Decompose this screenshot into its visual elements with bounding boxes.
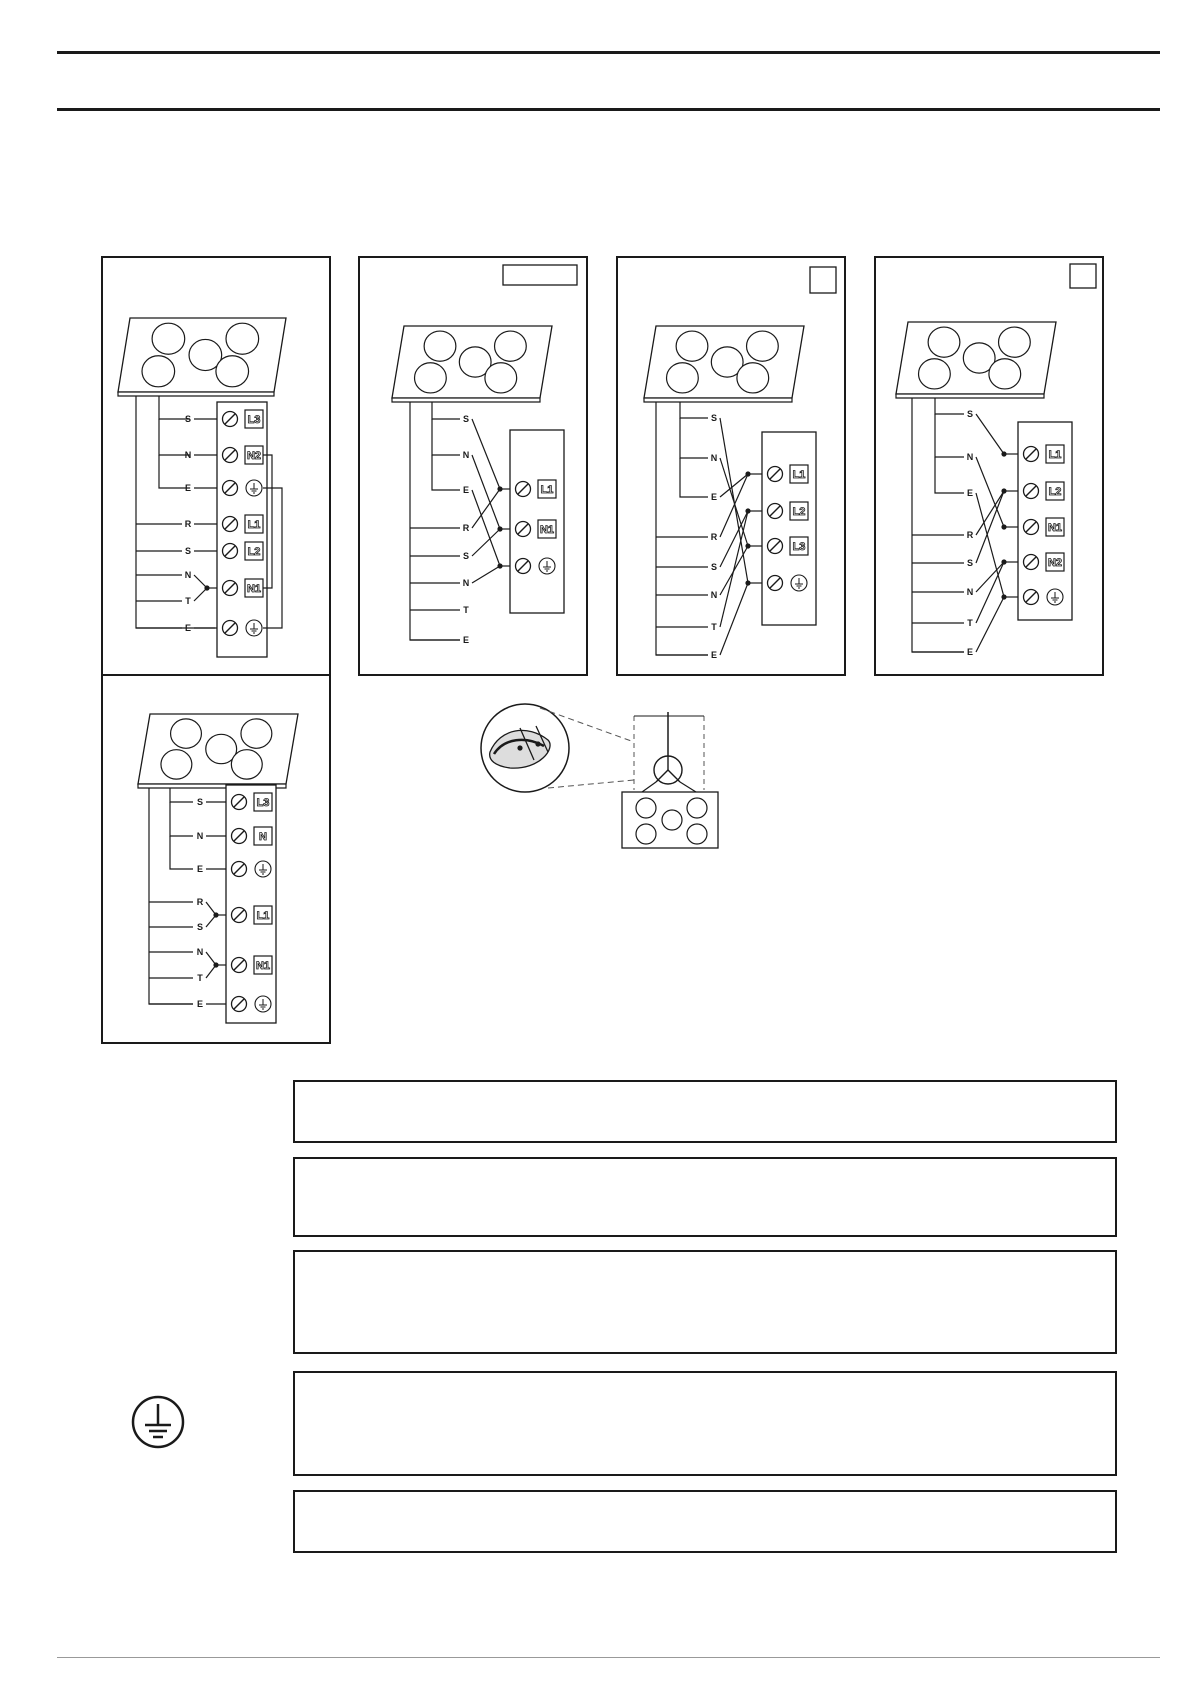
terminal-label-l1 bbox=[254, 906, 272, 924]
panel-5-drawing bbox=[138, 714, 298, 1023]
terminal-label-text: L3 bbox=[247, 414, 261, 426]
terminal-screw bbox=[223, 544, 238, 559]
conductor-label-s: S bbox=[184, 414, 192, 424]
terminal-label-text: N bbox=[259, 831, 267, 843]
wire bbox=[170, 836, 193, 869]
terminal-label-text: L2 bbox=[792, 506, 806, 518]
conductor-label-n: N bbox=[462, 578, 470, 588]
conductor-label-e: E bbox=[196, 999, 204, 1009]
cooking-zone bbox=[687, 824, 707, 844]
wire bbox=[912, 398, 964, 652]
conductor-label-n: N bbox=[196, 831, 204, 841]
conductor-label-e: E bbox=[966, 488, 974, 498]
cooking-zone bbox=[989, 359, 1021, 389]
terminal-block bbox=[1018, 422, 1072, 620]
hob-edge bbox=[392, 398, 540, 402]
terminal-label-text: N1 bbox=[246, 583, 262, 595]
terminal-label-text: N2 bbox=[246, 450, 262, 462]
terminal-screw bbox=[232, 997, 247, 1012]
conductor-label-n: N bbox=[966, 452, 974, 462]
terminal-label-text: L1 bbox=[540, 484, 554, 496]
cooking-zone bbox=[662, 810, 682, 830]
conductor-label-s: S bbox=[966, 409, 974, 419]
conductor-label-s: S bbox=[462, 551, 470, 561]
wire bbox=[410, 402, 460, 640]
wire bbox=[720, 458, 748, 546]
terminal-block bbox=[217, 402, 267, 657]
cooking-zone bbox=[231, 750, 262, 779]
cooking-zone bbox=[415, 363, 447, 393]
terminal-label-l3 bbox=[245, 410, 263, 428]
terminal-label-text: L1 bbox=[792, 469, 806, 481]
cooking-zone bbox=[142, 356, 175, 387]
wire bbox=[720, 474, 748, 497]
terminal-label-text: N1 bbox=[539, 524, 555, 536]
cooking-zone bbox=[216, 356, 249, 387]
conductor-label-s: S bbox=[196, 797, 204, 807]
wire bbox=[170, 802, 193, 836]
terminal-block-body bbox=[762, 432, 816, 625]
terminal-label-text: N1 bbox=[1047, 522, 1063, 534]
earth-terminal-icon bbox=[246, 620, 262, 636]
terminal-label-text: L3 bbox=[792, 541, 806, 553]
terminal-label-text: L1 bbox=[256, 910, 270, 922]
cooking-zone bbox=[676, 331, 708, 361]
cooking-zone bbox=[424, 331, 456, 361]
hob-edge bbox=[896, 394, 1044, 398]
panel-1-drawing bbox=[118, 318, 286, 657]
conductor-label-e: E bbox=[184, 483, 192, 493]
cooking-zone bbox=[928, 327, 960, 357]
conductor-label-n: N bbox=[710, 453, 718, 463]
hob-drawing bbox=[118, 318, 286, 396]
terminal-label-l2 bbox=[1046, 482, 1064, 500]
conductor-label-n: N bbox=[710, 590, 718, 600]
conductor-label-e: E bbox=[710, 650, 718, 660]
cooking-zone bbox=[241, 719, 272, 748]
conductor-label-n: N bbox=[184, 570, 192, 580]
terminal-screw bbox=[232, 958, 247, 973]
terminal-screw bbox=[1024, 447, 1039, 462]
conductor-label-t: T bbox=[463, 605, 469, 615]
cooking-zone bbox=[152, 323, 185, 354]
conductor-label-n: N bbox=[184, 450, 192, 460]
wire bbox=[472, 566, 500, 583]
cooking-zone bbox=[737, 363, 769, 393]
conductor-label-s: S bbox=[184, 546, 192, 556]
junction-dot bbox=[517, 745, 522, 750]
conductor-label-n: N bbox=[462, 450, 470, 460]
earth-terminal-icon bbox=[791, 575, 807, 591]
terminal-screw bbox=[223, 412, 238, 427]
junction-dot bbox=[204, 585, 209, 590]
wire bbox=[720, 583, 748, 655]
terminal-label-n2 bbox=[1046, 553, 1064, 571]
terminal-label-n1 bbox=[245, 579, 263, 597]
cooking-zone bbox=[161, 750, 192, 779]
cooking-zone bbox=[747, 331, 779, 361]
conductor-label-s: S bbox=[710, 413, 718, 423]
terminal-label-text: L1 bbox=[247, 519, 261, 531]
rating-box bbox=[503, 265, 577, 285]
terminal-label-l2 bbox=[245, 542, 263, 560]
earth-terminal-icon bbox=[1047, 589, 1063, 605]
terminal-screw bbox=[232, 908, 247, 923]
wire bbox=[976, 414, 1004, 454]
hob-drawing bbox=[392, 326, 552, 402]
hob-edge bbox=[644, 398, 792, 402]
cooking-zone bbox=[171, 719, 202, 748]
wire bbox=[472, 490, 500, 566]
earth-terminal-icon bbox=[255, 861, 271, 877]
terminal-screw bbox=[223, 448, 238, 463]
terminal-label-text: N2 bbox=[1047, 557, 1063, 569]
conductor-label-t: T bbox=[711, 622, 717, 632]
cooking-zone bbox=[636, 824, 656, 844]
terminal-label-text: L2 bbox=[247, 546, 261, 558]
panel-3-drawing bbox=[644, 267, 836, 660]
wire bbox=[656, 402, 708, 655]
terminal-label-l1 bbox=[538, 480, 556, 498]
rating-box bbox=[810, 267, 836, 293]
terminal-screw bbox=[768, 576, 783, 591]
terminal-label-text: L2 bbox=[1048, 486, 1062, 498]
hob-drawing bbox=[138, 714, 298, 788]
conductor-label-r: R bbox=[184, 519, 192, 529]
conductor-label-s: S bbox=[710, 562, 718, 572]
wire bbox=[472, 489, 500, 528]
protective-earth-icon bbox=[133, 1397, 183, 1447]
terminal-label-text: L3 bbox=[256, 797, 270, 809]
cooking-zone bbox=[226, 323, 259, 354]
wire bbox=[194, 575, 207, 588]
wire bbox=[642, 782, 656, 792]
wire bbox=[149, 788, 193, 1004]
wire bbox=[472, 455, 500, 529]
conductor-label-t: T bbox=[197, 973, 203, 983]
wire bbox=[976, 597, 1004, 652]
terminal-block bbox=[762, 432, 816, 625]
wire bbox=[432, 402, 460, 419]
wire bbox=[680, 402, 708, 418]
conductor-label-e: E bbox=[184, 623, 192, 633]
terminal-label-l1 bbox=[1046, 445, 1064, 463]
conductor-label-r: R bbox=[462, 523, 470, 533]
wire bbox=[976, 493, 1004, 597]
conductor-label-n: N bbox=[966, 587, 974, 597]
cable-clamp-detail bbox=[481, 704, 718, 848]
conductor-label-e: E bbox=[462, 485, 470, 495]
terminal-screw bbox=[1024, 484, 1039, 499]
conductor-label-t: T bbox=[185, 596, 191, 606]
terminal-screw bbox=[516, 559, 531, 574]
conductor-label-e: E bbox=[462, 635, 470, 645]
earth-terminal-icon bbox=[246, 480, 262, 496]
wire bbox=[935, 398, 964, 414]
wire bbox=[680, 458, 708, 497]
cooking-zone bbox=[495, 331, 527, 361]
terminal-label-l3 bbox=[790, 537, 808, 555]
panel-2-drawing bbox=[392, 265, 577, 645]
wire bbox=[136, 396, 215, 628]
terminal-screw bbox=[232, 862, 247, 877]
conductor-label-r: R bbox=[966, 530, 974, 540]
junction-dot bbox=[535, 741, 540, 746]
earth-terminal-icon bbox=[539, 558, 555, 574]
cooking-zone bbox=[919, 359, 951, 389]
terminal-label-n1 bbox=[538, 520, 556, 538]
wire bbox=[935, 457, 964, 493]
conductor-label-e: E bbox=[196, 864, 204, 874]
wire bbox=[194, 588, 207, 601]
leader-line bbox=[548, 780, 634, 788]
wire bbox=[170, 788, 193, 802]
hob-edge bbox=[118, 392, 274, 396]
terminal-block bbox=[226, 785, 276, 1023]
terminal-label-n1 bbox=[254, 956, 272, 974]
wire bbox=[472, 419, 500, 489]
terminal-screw bbox=[768, 539, 783, 554]
terminal-screw bbox=[223, 517, 238, 532]
terminal-screw bbox=[768, 504, 783, 519]
terminal-screw bbox=[223, 581, 238, 596]
terminal-screw bbox=[1024, 590, 1039, 605]
rating-box bbox=[1070, 264, 1096, 288]
terminal-screw bbox=[223, 621, 238, 636]
wire bbox=[472, 529, 500, 556]
earth-terminal-icon bbox=[255, 996, 271, 1012]
terminal-screw bbox=[516, 482, 531, 497]
terminal-label-n bbox=[254, 827, 272, 845]
wire bbox=[432, 455, 460, 490]
terminal-label-text: L1 bbox=[1048, 449, 1062, 461]
junction-dot bbox=[213, 962, 218, 967]
cooking-zone bbox=[687, 798, 707, 818]
terminal-screw bbox=[1024, 555, 1039, 570]
conductor-label-r: R bbox=[710, 532, 718, 542]
terminal-screw bbox=[1024, 520, 1039, 535]
terminal-screw bbox=[516, 522, 531, 537]
wire bbox=[680, 782, 696, 792]
conductor-label-t: T bbox=[967, 618, 973, 628]
conductor-label-s: S bbox=[196, 922, 204, 932]
hob-drawing bbox=[644, 326, 804, 402]
wire bbox=[680, 418, 708, 458]
conductor-label-n: N bbox=[196, 947, 204, 957]
conductor-label-s: S bbox=[462, 414, 470, 424]
wire bbox=[976, 457, 1004, 527]
terminal-block bbox=[510, 430, 564, 613]
hob-drawing bbox=[896, 322, 1056, 398]
conductor-label-s: S bbox=[966, 558, 974, 568]
conductor-label-e: E bbox=[710, 492, 718, 502]
terminal-label-text: N1 bbox=[255, 960, 271, 972]
cooking-zone bbox=[667, 363, 699, 393]
cooking-zone bbox=[636, 798, 656, 818]
terminal-label-l1 bbox=[790, 465, 808, 483]
terminal-block-body bbox=[226, 785, 276, 1023]
junction-dot bbox=[213, 912, 218, 917]
cooking-zone bbox=[999, 327, 1031, 357]
wire bbox=[976, 562, 1004, 623]
terminal-label-n2 bbox=[245, 446, 263, 464]
terminal-screw bbox=[223, 481, 238, 496]
terminal-label-n1 bbox=[1046, 518, 1064, 536]
terminal-label-l2 bbox=[790, 502, 808, 520]
terminal-screw bbox=[232, 795, 247, 810]
wire bbox=[432, 419, 460, 455]
cooking-zone bbox=[485, 363, 517, 393]
terminal-screw bbox=[768, 467, 783, 482]
wire bbox=[976, 562, 1004, 592]
conductor-label-e: E bbox=[966, 647, 974, 657]
terminal-screw bbox=[232, 829, 247, 844]
terminal-label-l3 bbox=[254, 793, 272, 811]
panel-4-drawing bbox=[896, 264, 1096, 657]
terminal-label-l1 bbox=[245, 515, 263, 533]
conductor-label-r: R bbox=[196, 897, 204, 907]
wire bbox=[976, 491, 1004, 563]
wire bbox=[935, 414, 964, 457]
